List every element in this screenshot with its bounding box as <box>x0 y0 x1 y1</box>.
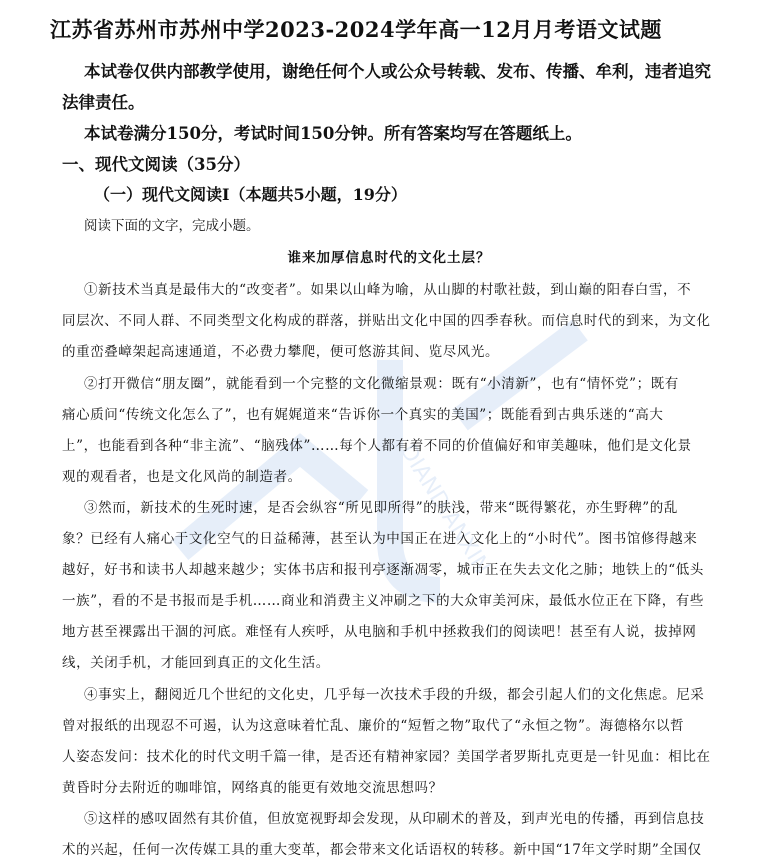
article-title: 谁来加厚信息时代的文化土层？ <box>287 250 491 266</box>
instruction: 阅读下面的文字，完成小题。 <box>84 218 260 234</box>
article-line: 线，关闭手机，才能回到真正的文化生活。 <box>62 655 330 671</box>
article-line: 上”，也能看到各种“非主流”、“脑残体”……每个人都有着不同的价值偏好和审美趣味，他们是文化景 <box>62 438 692 454</box>
article-line: 曾对报纸的出现忍不可遏，认为这意味着忙乱、廉价的“短暂之物”取代了“永恒之物”。海德格尔以哲 <box>62 718 685 734</box>
article-line: 痛心质问“传统文化怎么了”，也有娓娓道来“告诉你一个真实的美国”；既能看到古典乐迷的“高大 <box>62 407 664 423</box>
article-line: ③然而，新技术的生死时速，是否会纵容“所见即所得”的肤浅，带来“既得繁花，亦生野稗”的乱 <box>84 500 679 516</box>
article-line: 一族”，看的不是书报而是手机……商业和消费主义冲刷之下的大众审美河床，最低水位正在下降，有些 <box>62 593 704 609</box>
article-line: ⑤这样的感叹固然有其价值，但放宽视野却会发现，从印刷术的普及，到声光电的传播，再到信息技 <box>84 811 705 827</box>
article-line: 地方甚至裸露出干涸的河底。难怪有人疾呼，从电脑和手机中拯救我们的阅读吧！甚至有人说，拔掉网 <box>62 624 697 640</box>
notice-line-1: 本试卷仅供内部教学使用，谢绝任何个人或公众号转载、发布、传播、牟利，违者追究 <box>84 62 711 81</box>
article-line: ①新技术当真是最伟大的“改变者”。如果以山峰为喻，从山脚的村歌社鼓，到山巅的阳春白雪，不 <box>84 282 692 298</box>
article-line: 人姿态发问：技术化的时代文明千篇一律，是否还有精神家园？美国学者罗斯扎克更是一针见血：相比在 <box>62 749 711 765</box>
article-line: 观的观看者，也是文化风尚的制造者。 <box>62 469 302 485</box>
page-title: 江苏省苏州市苏州中学2023-2024学年高一12月月考语文试题 <box>50 17 662 42</box>
section-heading: 一、现代文阅读（35分） <box>62 155 250 174</box>
article-line: ②打开微信“朋友圈”，就能看到一个完整的文化微缩景观：既有“小清新”，也有“情怀党”；既有 <box>84 376 679 392</box>
article-line: 象？已经有人痛心于文化空气的日益稀薄，甚至认为中国正在进入文化上的“小时代”。图书馆修得越来 <box>62 531 698 547</box>
subsection-heading: （一）现代文阅读Ⅰ（本题共5小题，19分） <box>94 185 407 204</box>
article-line: 越好，好书和读书人却越来越少；实体书店和报刊亭逐渐凋零，城市正在失去文化之肺；地铁上的“低头 <box>62 562 704 578</box>
watermark-text: DIANDIANXIN <box>394 439 495 579</box>
article-line: 的重峦叠嶂架起高速通道，不必费力攀爬，便可悠游其间、览尽风光。 <box>62 344 500 360</box>
exam-info: 本试卷满分150分，考试时间150分钟。所有答案均写在答题纸上。 <box>84 124 582 143</box>
article-line: 术的兴起，任何一次传媒工具的重大变革，都会带来文化话语权的转移。新中国“17年文学时期”全国仅 <box>62 842 702 858</box>
notice-line-2: 法律责任。 <box>62 93 145 112</box>
article-line: 黄昏时分去附近的咖啡馆，网络真的能更有效地交流思想吗？ <box>62 780 443 796</box>
article-line: ④事实上，翻阅近几个世纪的文化史，几乎每一次技术手段的升级，都会引起人们的文化焦虑。尼采 <box>84 687 705 703</box>
article-line: 同层次、不同人群、不同类型文化构成的群落，拼贴出文化中国的四季春秋。而信息时代的到来，为文化 <box>62 313 711 329</box>
